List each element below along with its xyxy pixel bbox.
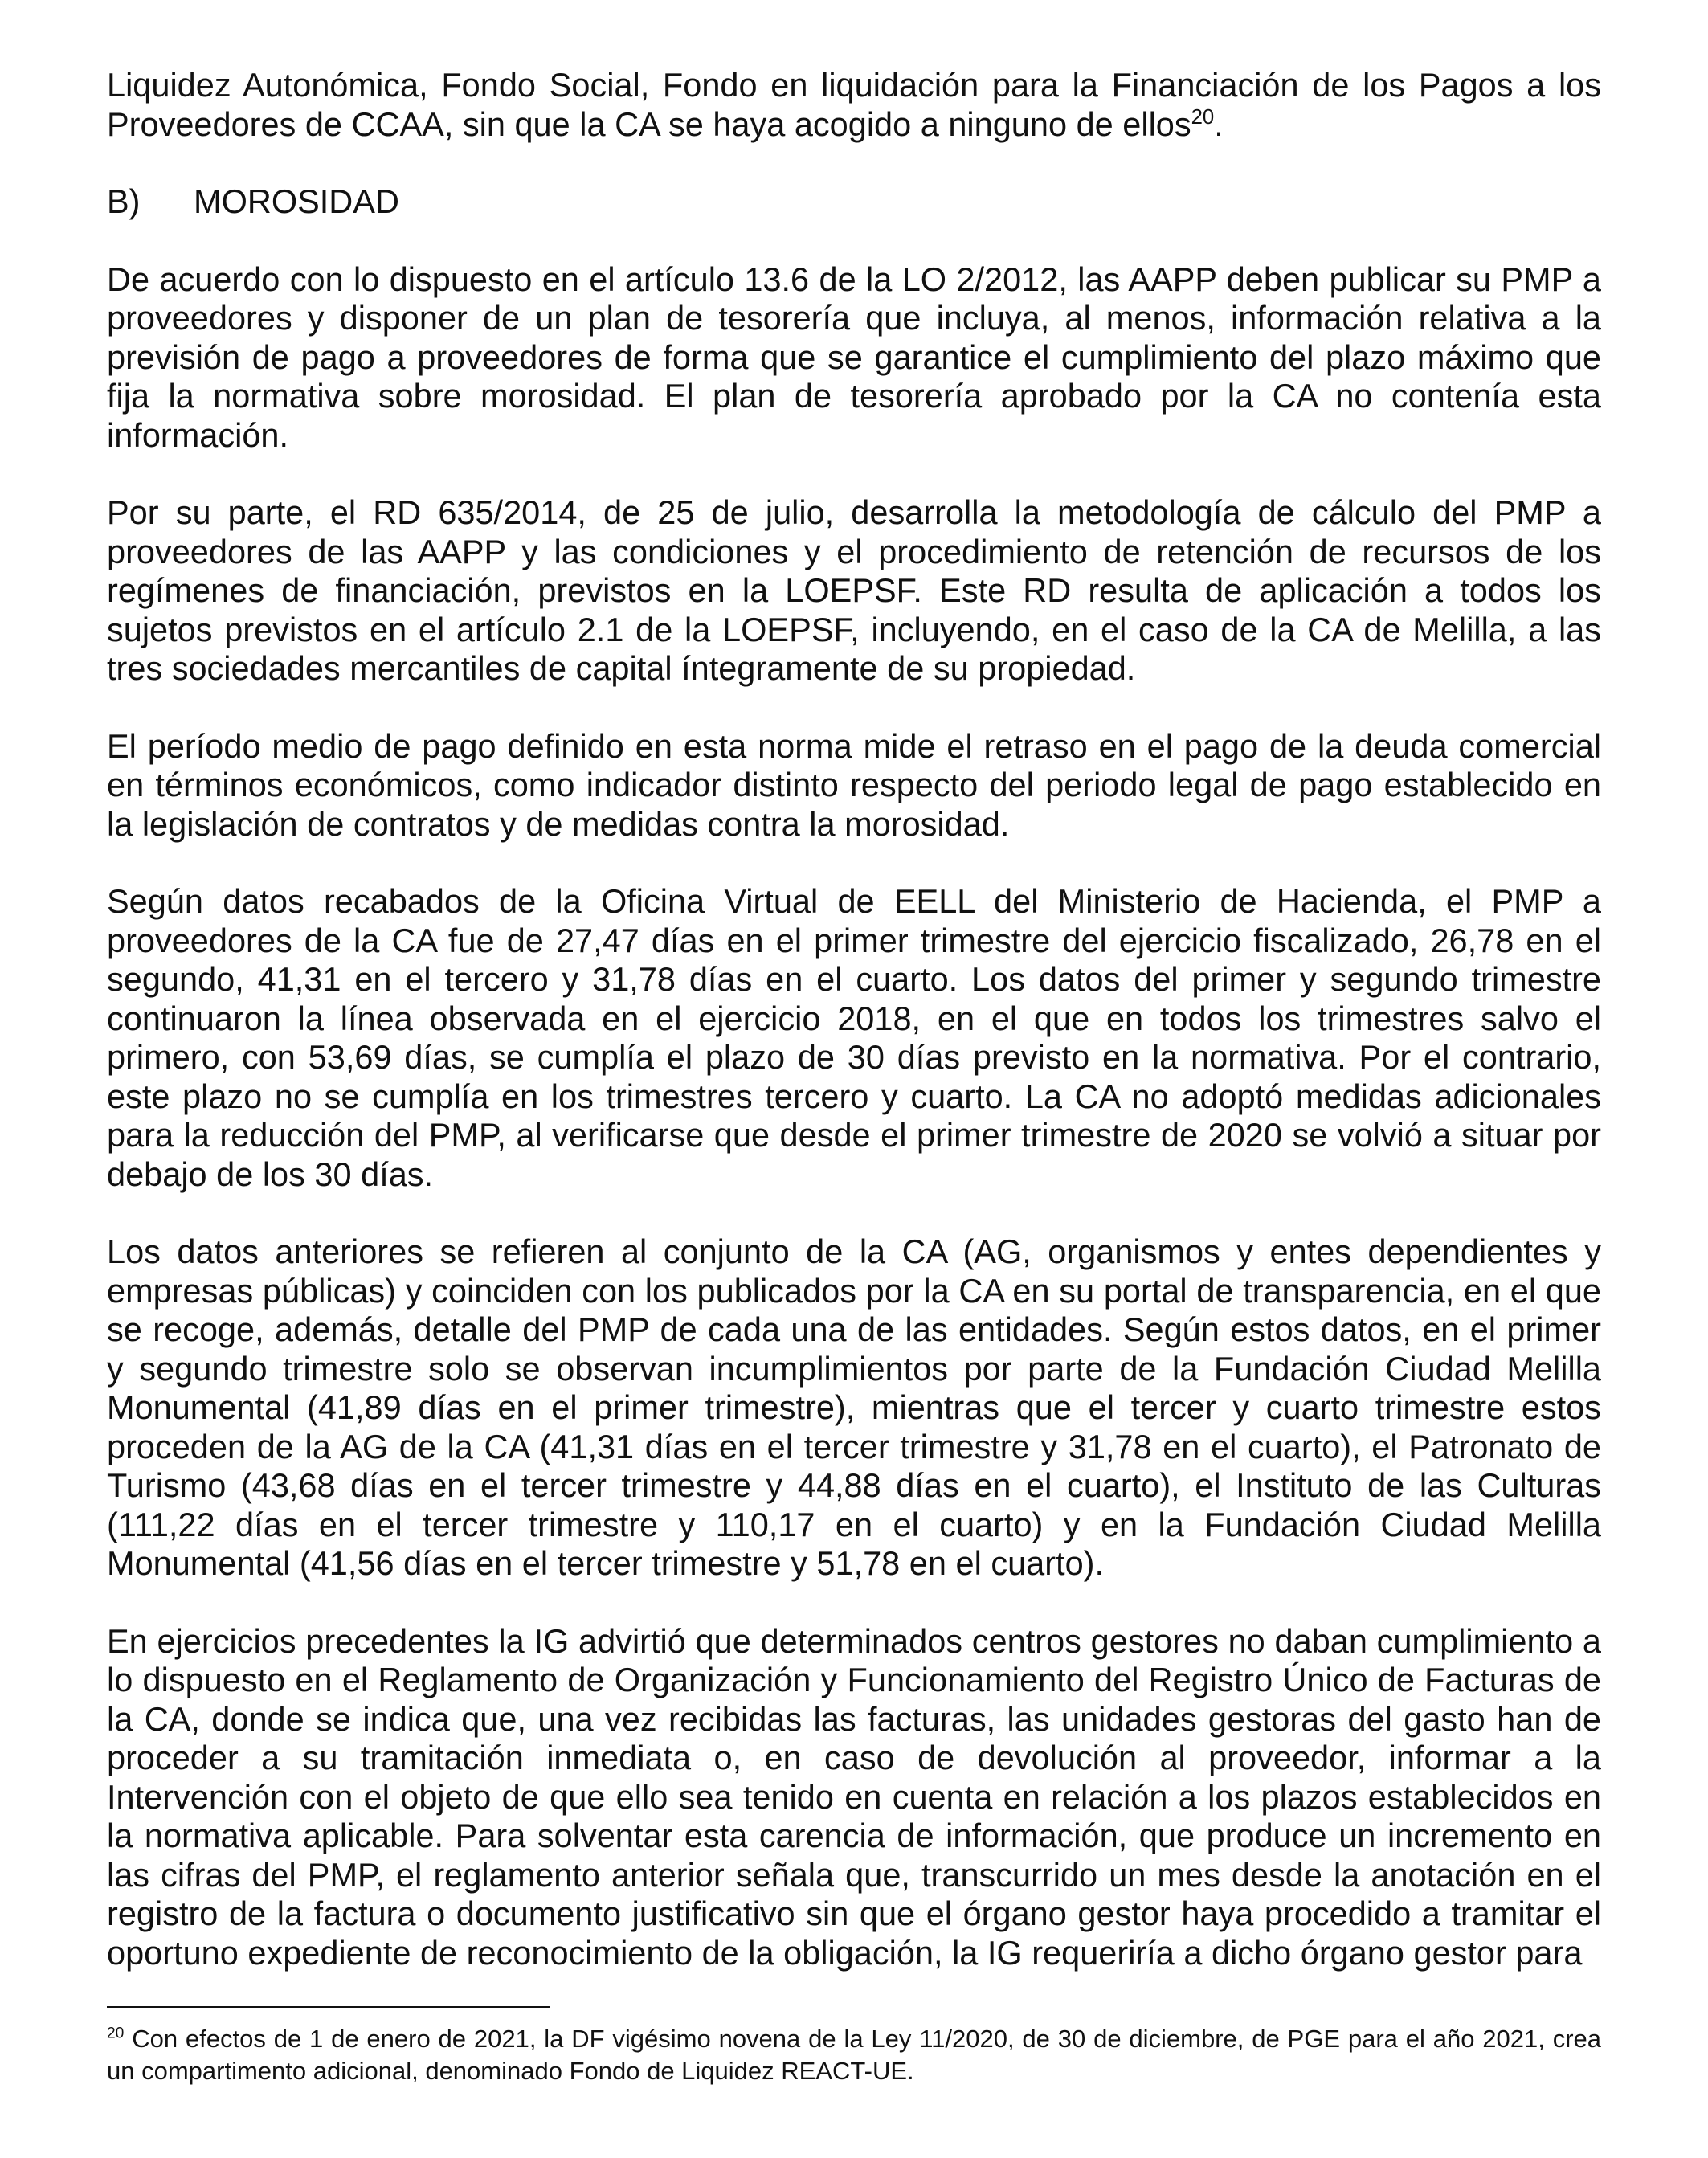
footnote — [107, 2023, 1601, 2087]
section-title: MOROSIDAD — [194, 182, 399, 220]
document-page — [107, 66, 1601, 2011]
footnote-separator — [107, 2006, 550, 2008]
paragraph-intro-end: . — [1214, 104, 1224, 143]
paragraph-body: El período medio de pago definido en esta norma mide el retraso en el pago de la deuda comercial en términos económicos, como indicador distinto respecto del periodo legal de pago establecido en la legislación de contratos y de medidas contra la morosidad. — [107, 726, 1601, 843]
footnote-reference[interactable]: 20 — [1191, 105, 1215, 129]
paragraph-body: Según datos recabados de la Oficina Virtual de EELL del Ministerio de Hacienda, el PMP a proveedores de la CA fue de 27,47 días en el primer trimestre del ejercicio fiscalizado, 26,78 en el segundo, 41,31 en el tercero y 31,78 días en el cuarto. Los datos del primer y segundo trimestre continuaron la línea observada en el ejercicio 2018, en el que en todos los trimestres salvo el primero, con 53,69 días, se cumplía el plazo de 30 días previsto en la normativa. Por el contrario, este plazo no se cumplía en los trimestres tercero y cuarto. La CA no adoptó medidas adicionales para la reducción del PMP, al verificarse que desde el primer trimestre de 2020 se volvió a situar por debajo de los 30 días. — [107, 882, 1601, 1193]
footnote-number: 20 — [107, 2025, 125, 2042]
section-heading — [107, 182, 1601, 222]
paragraph-body: De acuerdo con lo dispuesto en el artículo 13.6 de la LO 2/2012, las AAPP deben publicar su PMP a proveedores y disponer de un plan de tesorería que incluya, al menos, información relativa a la previsión de pago a proveedores de forma que se garantice el cumplimiento del plazo máximo que fija la normativa sobre morosidad. El plan de tesorería aprobado por la CA no contenía esta información. — [107, 260, 1601, 454]
section-number: B) — [107, 182, 141, 220]
footnote-text: Con efectos de 1 de enero de 2021, la DF vigésimo novena de la Ley 11/2020, de 30 de diciembre, de PGE para el año 2021, crea un compartimento adicional, denominado Fondo de Liquidez REACT-UE. — [107, 2025, 1601, 2085]
paragraph-intro-text: Liquidez Autonómica, Fondo Social, Fondo en liquidación para la Financiación de los Pagos a los Proveedores de CCAA, sin que la CA se haya acogido a ninguno de ellos — [107, 66, 1601, 143]
paragraph-intro — [107, 66, 1601, 144]
paragraph-body: Los datos anteriores se refieren al conjunto de la CA (AG, organismos y entes dependientes y empresas públicas) y coinciden con los publicados por la CA en su portal de transparencia, en el que se recoge, además, detalle del PMP de cada una de las entidades. Según estos datos, en el primer y segundo trimestre solo se observan incumplimientos por parte de la Fundación Ciudad Melilla Monumental (41,89 días en el primer trimestre), mientras que el tercer y cuarto trimestre estos proceden de la AG de la CA (41,31 días en el tercer trimestre y 31,78 en el cuarto), el Patronato de Turismo (43,68 días en el tercer trimestre y 44,88 días en el cuarto), el Instituto de las Culturas (111,22 días en el tercer trimestre y 110,17 en el cuarto) y en la Fundación Ciudad Melilla Monumental (41,56 días en el tercer trimestre y 51,78 en el cuarto). — [107, 1232, 1601, 1582]
paragraph-body: En ejercicios precedentes la IG advirtió que determinados centros gestores no daban cumplimiento a lo dispuesto en el Reglamento de Organización y Funcionamiento del Registro Único de Facturas de la CA, donde se indica que, una vez recibidas las facturas, las unidades gestoras del gasto han de proceder a su tramitación inmediata o, en caso de devolución al proveedor, informar a la Intervención con el objeto de que ello sea tenido en cuenta en relación a los plazos establecidos en la normativa aplicable. Para solventar esta carencia de información, que produce un incremento en las cifras del PMP, el reglamento anterior señala que, transcurrido un mes desde la anotación en el registro de la factura o documento justificativo sin que el órgano gestor haya procedido a tramitar el oportuno expediente de reconocimiento de la obligación, la IG requeriría a dicho órgano gestor para — [107, 1621, 1601, 1972]
paragraph-body: Por su parte, el RD 635/2014, de 25 de julio, desarrolla la metodología de cálculo del PMP a proveedores de las AAPP y las condiciones y el procedimiento de retención de recursos de los regímenes de financiación, previstos en la LOEPSF. Este RD resulta de aplicación a todos los sujetos previstos en el artículo 2.1 de la LOEPSF, incluyendo, en el caso de la CA de Melilla, a las tres sociedades mercantiles de capital íntegramente de su propiedad. — [107, 493, 1601, 687]
